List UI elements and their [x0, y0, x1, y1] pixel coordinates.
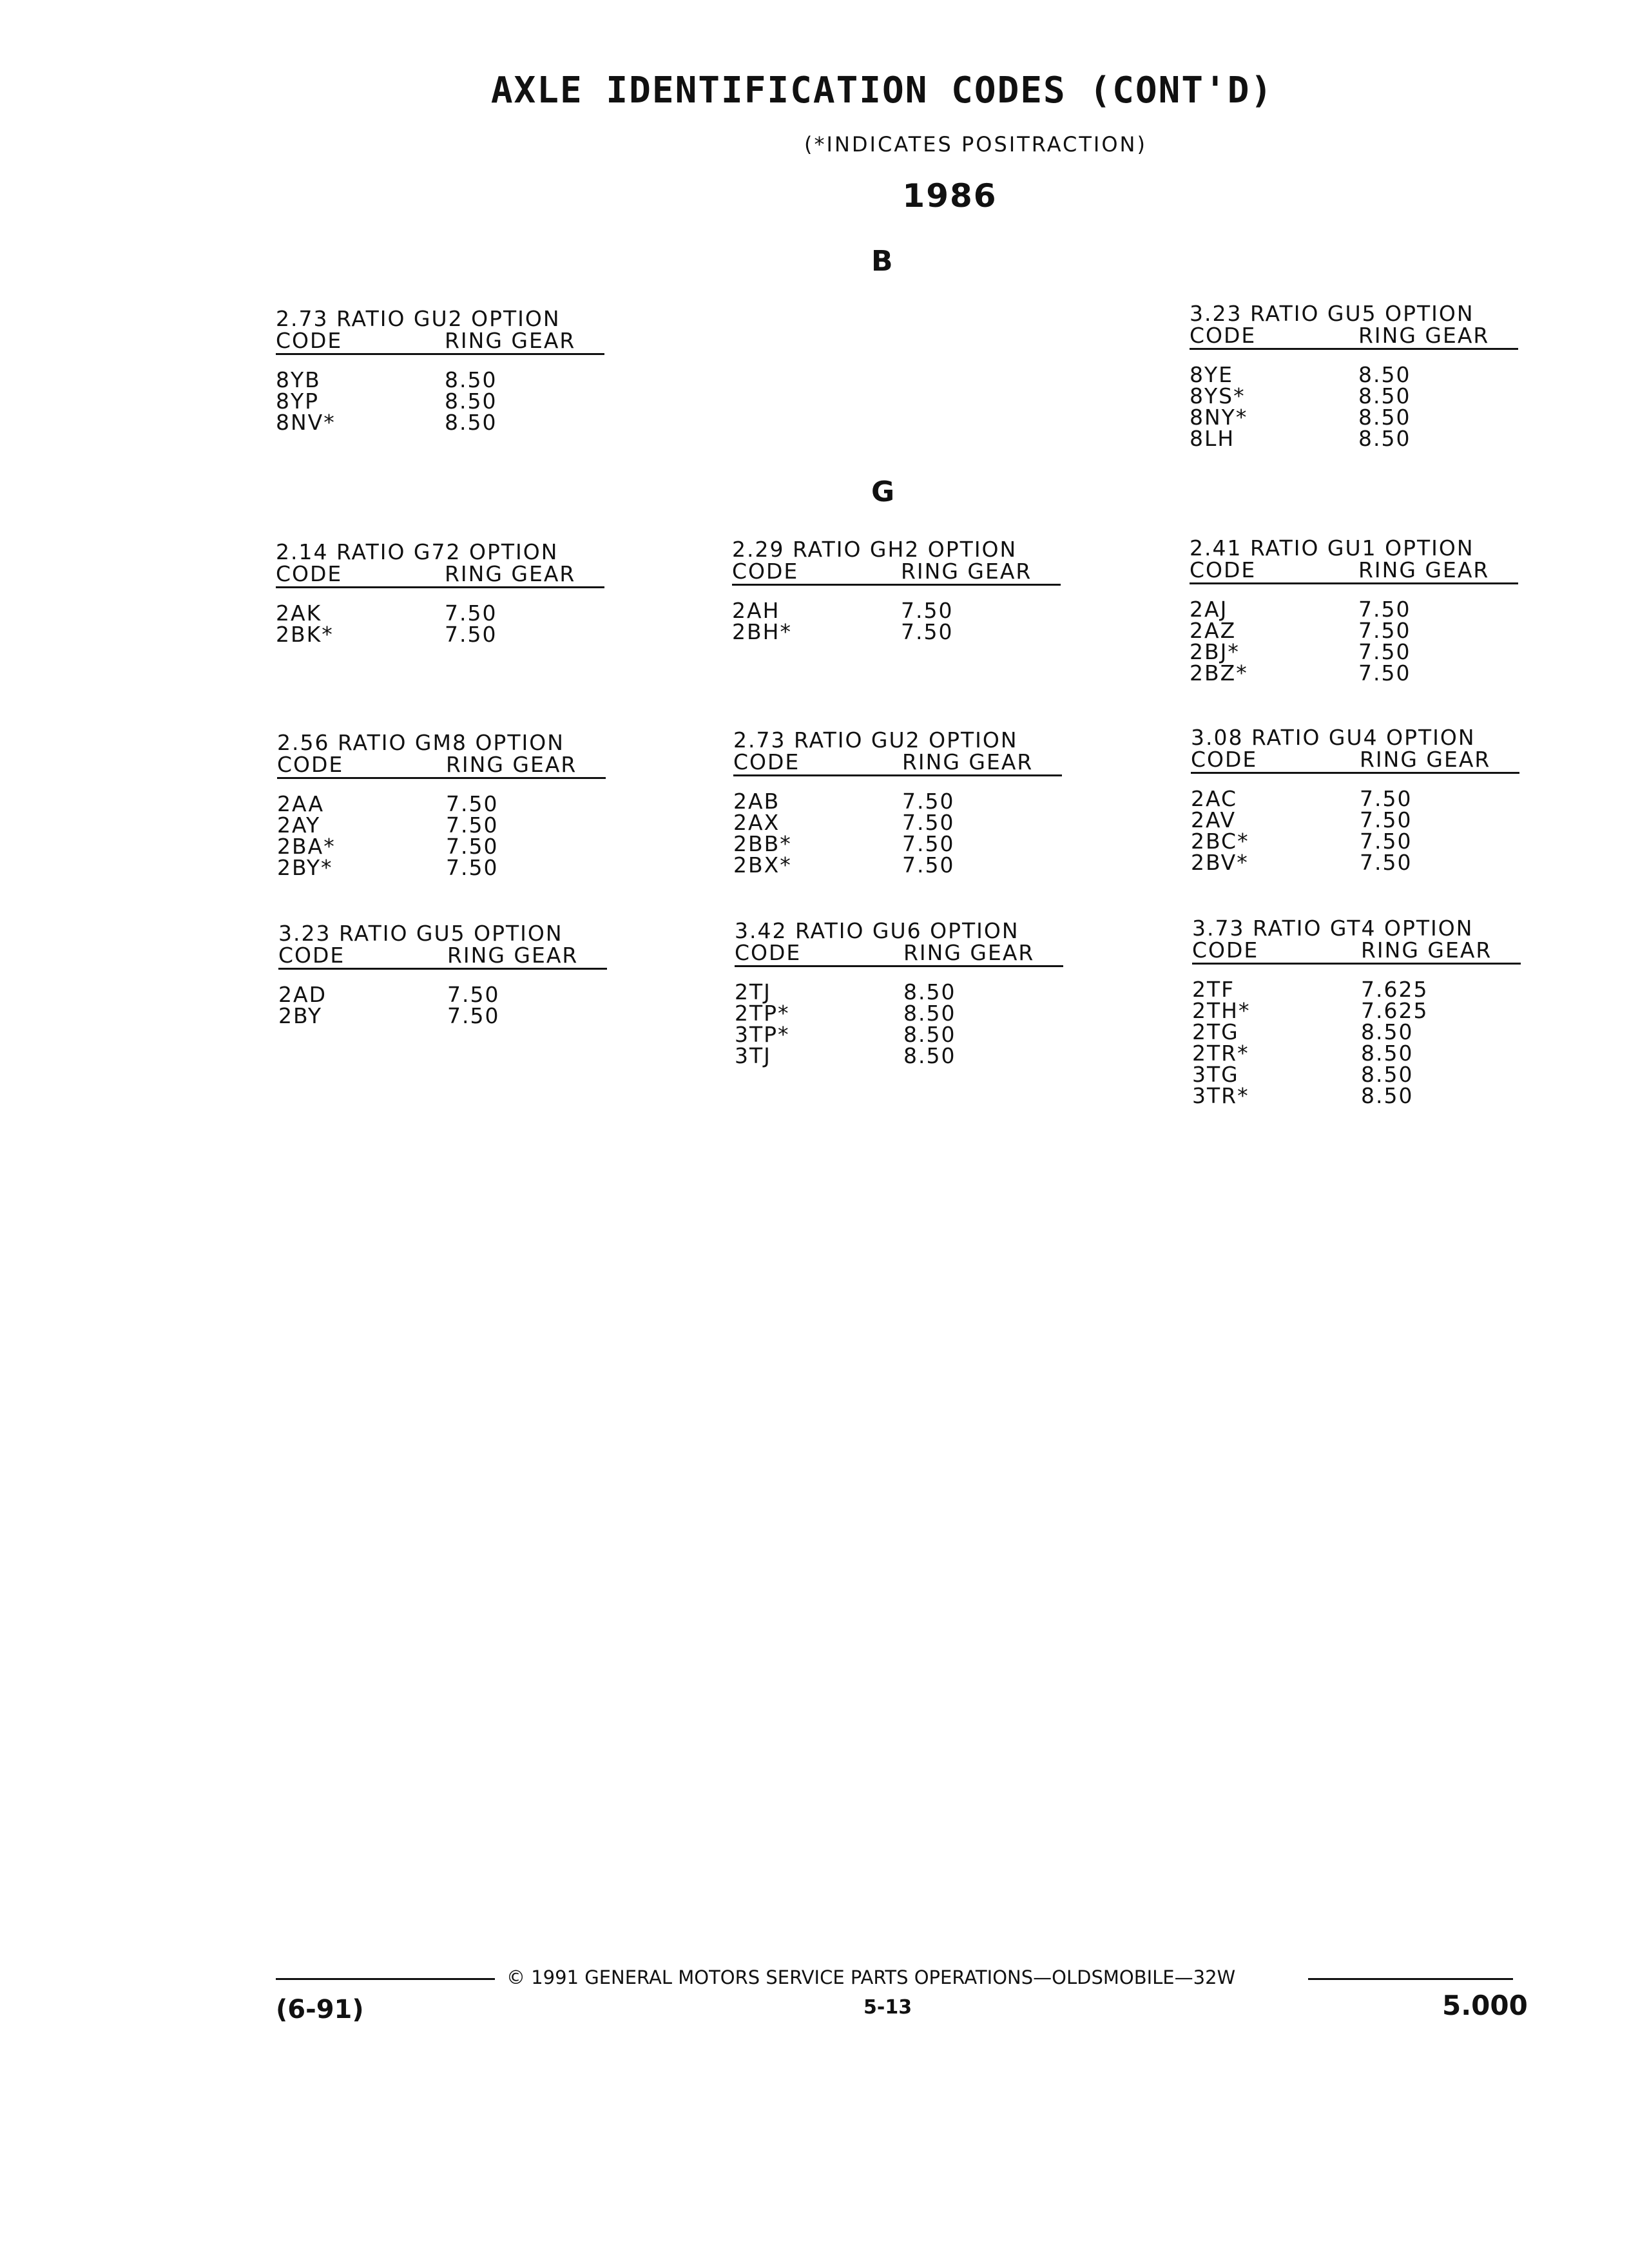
ratio-block — [278, 923, 607, 1026]
axle-code: 2BV* — [1191, 850, 1249, 875]
table-row — [735, 1045, 1063, 1066]
table-row — [1190, 364, 1518, 385]
axle-code: 8LH — [1190, 426, 1235, 451]
axle-code: 8NV* — [276, 410, 336, 435]
ring-gear-size: 8.50 — [903, 979, 956, 1004]
ratio-header: 2.14 RATIO G72 OPTION — [276, 539, 559, 564]
code-column-header: CODE — [277, 752, 344, 777]
axle-code: 2AH — [732, 598, 780, 623]
axle-code: 2BZ* — [1190, 660, 1248, 686]
ring-gear-size: 8.50 — [445, 367, 497, 392]
ring-gear-column-header: RING GEAR — [1361, 937, 1492, 963]
ring-gear-size: 8.50 — [1361, 1041, 1414, 1066]
ring-gear-size: 7.50 — [445, 622, 497, 647]
ratio-header: 3.08 RATIO GU4 OPTION — [1191, 725, 1476, 750]
table-row — [1192, 1000, 1521, 1021]
axle-code: 8YE — [1190, 362, 1234, 387]
axle-code: 2BY* — [277, 855, 333, 880]
ring-gear-size: 7.50 — [1358, 597, 1411, 622]
ratio-block — [735, 920, 1063, 1066]
ratio-header: 3.42 RATIO GU6 OPTION — [735, 918, 1019, 943]
table-row — [1190, 620, 1518, 641]
table-row — [278, 1005, 607, 1026]
axle-code: 2BB* — [733, 831, 792, 856]
section-label-b: B — [871, 245, 893, 278]
ratio-block — [732, 539, 1061, 642]
section-label-g: G — [871, 476, 895, 508]
axle-code: 2TH* — [1192, 998, 1251, 1023]
ring-gear-size: 7.50 — [445, 601, 497, 626]
axle-code: 8NY* — [1190, 405, 1248, 430]
ratio-block — [1190, 537, 1518, 684]
axle-code: 3TP* — [735, 1022, 790, 1047]
ring-gear-size: 7.50 — [901, 619, 954, 644]
column-headers — [1191, 749, 1519, 774]
code-column-header: CODE — [1192, 937, 1259, 963]
column-headers — [278, 945, 607, 970]
table-row — [276, 369, 604, 390]
code-column-header: CODE — [1191, 747, 1258, 772]
ratio-header: 2.29 RATIO GH2 OPTION — [732, 537, 1017, 562]
table-row — [1192, 979, 1521, 1000]
ring-gear-column-header: RING GEAR — [445, 561, 576, 586]
code-column-header: CODE — [276, 561, 343, 586]
ring-gear-size: 8.50 — [903, 1001, 956, 1026]
table-row — [733, 812, 1062, 833]
table-row — [732, 600, 1061, 621]
ring-gear-size: 7.50 — [902, 831, 955, 856]
ring-gear-size: 7.50 — [447, 982, 500, 1007]
column-headers — [733, 751, 1062, 776]
ring-gear-size: 7.50 — [1358, 639, 1411, 664]
ratio-block — [276, 541, 604, 645]
ring-gear-size: 7.50 — [902, 810, 955, 835]
table-row — [1192, 1021, 1521, 1043]
table-row — [277, 814, 606, 836]
axle-code: 2BX* — [733, 852, 792, 878]
ratio-block — [733, 729, 1062, 876]
ring-gear-size: 7.50 — [1360, 786, 1412, 811]
footer-page-number: 5-13 — [863, 1996, 912, 2019]
code-column-header: CODE — [278, 943, 345, 968]
code-column-header: CODE — [733, 749, 800, 774]
ring-gear-size: 8.50 — [1361, 1083, 1414, 1108]
table-row — [1192, 1043, 1521, 1064]
axle-code: 2AZ — [1190, 618, 1237, 643]
table-row — [1190, 662, 1518, 684]
column-headers — [735, 942, 1063, 967]
footer-date: (6-91) — [276, 1995, 364, 2024]
ring-gear-size: 7.50 — [446, 855, 499, 880]
table-row — [735, 1024, 1063, 1045]
axle-code: 2TF — [1192, 977, 1235, 1002]
ratio-header: 2.56 RATIO GM8 OPTION — [277, 730, 564, 755]
ring-gear-size: 7.50 — [1360, 850, 1412, 875]
ring-gear-size: 8.50 — [903, 1022, 956, 1047]
table-row — [278, 984, 607, 1005]
axle-code: 2AV — [1191, 807, 1237, 832]
axle-code: 2AK — [276, 601, 322, 626]
ring-gear-size: 7.50 — [901, 598, 954, 623]
axle-code: 2AD — [278, 982, 327, 1007]
column-headers — [276, 563, 604, 588]
table-row — [1191, 788, 1519, 809]
ratio-block — [1191, 727, 1519, 873]
ratio-header: 3.73 RATIO GT4 OPTION — [1192, 916, 1474, 941]
ring-gear-size: 8.50 — [1358, 362, 1411, 387]
ratio-block — [276, 308, 604, 433]
ring-gear-size: 7.50 — [902, 789, 955, 814]
positraction-note: (*INDICATES POSITRACTION) — [804, 132, 1147, 157]
axle-code: 2AC — [1191, 786, 1238, 811]
axle-code: 2AB — [733, 789, 780, 814]
ring-gear-size: 7.50 — [447, 1003, 500, 1028]
axle-code: 2AJ — [1190, 597, 1228, 622]
axle-code: 2BC* — [1191, 829, 1249, 854]
table-row — [1191, 809, 1519, 831]
code-column-header: CODE — [1190, 557, 1257, 582]
ring-gear-size: 8.50 — [903, 1043, 956, 1068]
ring-gear-size: 8.50 — [445, 389, 497, 414]
ring-gear-size: 7.50 — [446, 812, 499, 838]
code-column-header: CODE — [276, 328, 343, 353]
axle-code: 2AA — [277, 791, 325, 816]
ring-gear-column-header: RING GEAR — [902, 749, 1034, 774]
column-headers — [1190, 559, 1518, 584]
code-column-header: CODE — [735, 940, 802, 965]
table-row — [1190, 385, 1518, 407]
ratio-header: 2.41 RATIO GU1 OPTION — [1190, 535, 1474, 561]
axle-code: 3TR* — [1192, 1083, 1249, 1108]
ring-gear-size: 7.50 — [446, 834, 499, 859]
table-row — [1191, 852, 1519, 873]
axle-code: 2BH* — [732, 619, 792, 644]
table-row — [276, 624, 604, 645]
table-row — [732, 621, 1061, 642]
ratio-block — [1192, 918, 1521, 1106]
ring-gear-size: 7.50 — [1358, 660, 1411, 686]
table-row — [277, 857, 606, 878]
ring-gear-column-header: RING GEAR — [903, 940, 1035, 965]
table-row — [276, 412, 604, 433]
table-row — [277, 836, 606, 857]
column-headers — [276, 330, 604, 355]
ratio-header: 3.23 RATIO GU5 OPTION — [1190, 301, 1474, 326]
ratio-header: 2.73 RATIO GU2 OPTION — [276, 306, 561, 331]
column-headers — [1190, 325, 1518, 350]
table-row — [276, 602, 604, 624]
table-row — [1190, 428, 1518, 449]
ring-gear-column-header: RING GEAR — [901, 559, 1032, 584]
table-row — [733, 833, 1062, 854]
ring-gear-size: 8.50 — [1361, 1062, 1414, 1087]
table-row — [735, 1003, 1063, 1024]
axle-code: 8YB — [276, 367, 321, 392]
ratio-header: 2.73 RATIO GU2 OPTION — [733, 727, 1018, 753]
column-headers — [277, 754, 606, 779]
table-row — [735, 981, 1063, 1003]
ring-gear-column-header: RING GEAR — [1358, 323, 1490, 348]
ring-gear-size: 8.50 — [1361, 1019, 1414, 1044]
ring-gear-size: 7.50 — [1360, 807, 1412, 832]
footer-section-number: 5.000 — [1442, 1990, 1528, 2021]
table-row — [1192, 1085, 1521, 1106]
ring-gear-size: 7.50 — [1360, 829, 1412, 854]
axle-code: 2BA* — [277, 834, 336, 859]
axle-code: 2BY — [278, 1003, 322, 1028]
footer-copyright: © 1991 GENERAL MOTORS SERVICE PARTS OPERATIONS—OLDSMOBILE—32W — [506, 1966, 1236, 1988]
axle-code: 3TG — [1192, 1062, 1239, 1087]
ring-gear-size: 8.50 — [445, 410, 497, 435]
axle-code: 2TG — [1192, 1019, 1239, 1044]
axle-code: 8YS* — [1190, 383, 1246, 408]
ratio-header: 3.23 RATIO GU5 OPTION — [278, 921, 563, 946]
table-row — [1192, 1064, 1521, 1085]
ring-gear-size: 7.50 — [902, 852, 955, 878]
axle-code: 2BK* — [276, 622, 334, 647]
ratio-block — [277, 732, 606, 878]
axle-code: 8YP — [276, 389, 320, 414]
page-title: AXLE IDENTIFICATION CODES (CONT'D) — [490, 70, 1274, 111]
table-row — [1190, 407, 1518, 428]
code-column-header: CODE — [732, 559, 799, 584]
table-row — [1190, 641, 1518, 662]
table-row — [276, 390, 604, 412]
column-headers — [1192, 939, 1521, 965]
footer-rule-left — [276, 1978, 495, 1980]
axle-code: 2BJ* — [1190, 639, 1240, 664]
table-row — [1190, 599, 1518, 620]
footer-rule-right — [1308, 1978, 1513, 1980]
ring-gear-column-header: RING GEAR — [1360, 747, 1491, 772]
column-headers — [732, 561, 1061, 586]
axle-code: 2TR* — [1192, 1041, 1249, 1066]
ring-gear-column-header: RING GEAR — [1358, 557, 1490, 582]
ring-gear-size: 7.50 — [446, 791, 499, 816]
code-column-header: CODE — [1190, 323, 1257, 348]
ring-gear-size: 8.50 — [1358, 426, 1411, 451]
ratio-block — [1190, 303, 1518, 449]
table-row — [1191, 831, 1519, 852]
axle-code: 2TJ — [735, 979, 771, 1004]
ring-gear-size: 7.625 — [1361, 998, 1429, 1023]
table-row — [733, 854, 1062, 876]
table-row — [733, 791, 1062, 812]
ring-gear-size: 7.625 — [1361, 977, 1429, 1002]
axle-code: 2AX — [733, 810, 780, 835]
axle-code: 2AY — [277, 812, 321, 838]
ring-gear-column-header: RING GEAR — [445, 328, 576, 353]
ring-gear-size: 8.50 — [1358, 405, 1411, 430]
ring-gear-size: 7.50 — [1358, 618, 1411, 643]
axle-code: 2TP* — [735, 1001, 790, 1026]
table-row — [277, 793, 606, 814]
ring-gear-column-header: RING GEAR — [447, 943, 579, 968]
model-year: 1986 — [902, 177, 998, 215]
axle-code: 3TJ — [735, 1043, 771, 1068]
ring-gear-size: 8.50 — [1358, 383, 1411, 408]
ring-gear-column-header: RING GEAR — [446, 752, 577, 777]
